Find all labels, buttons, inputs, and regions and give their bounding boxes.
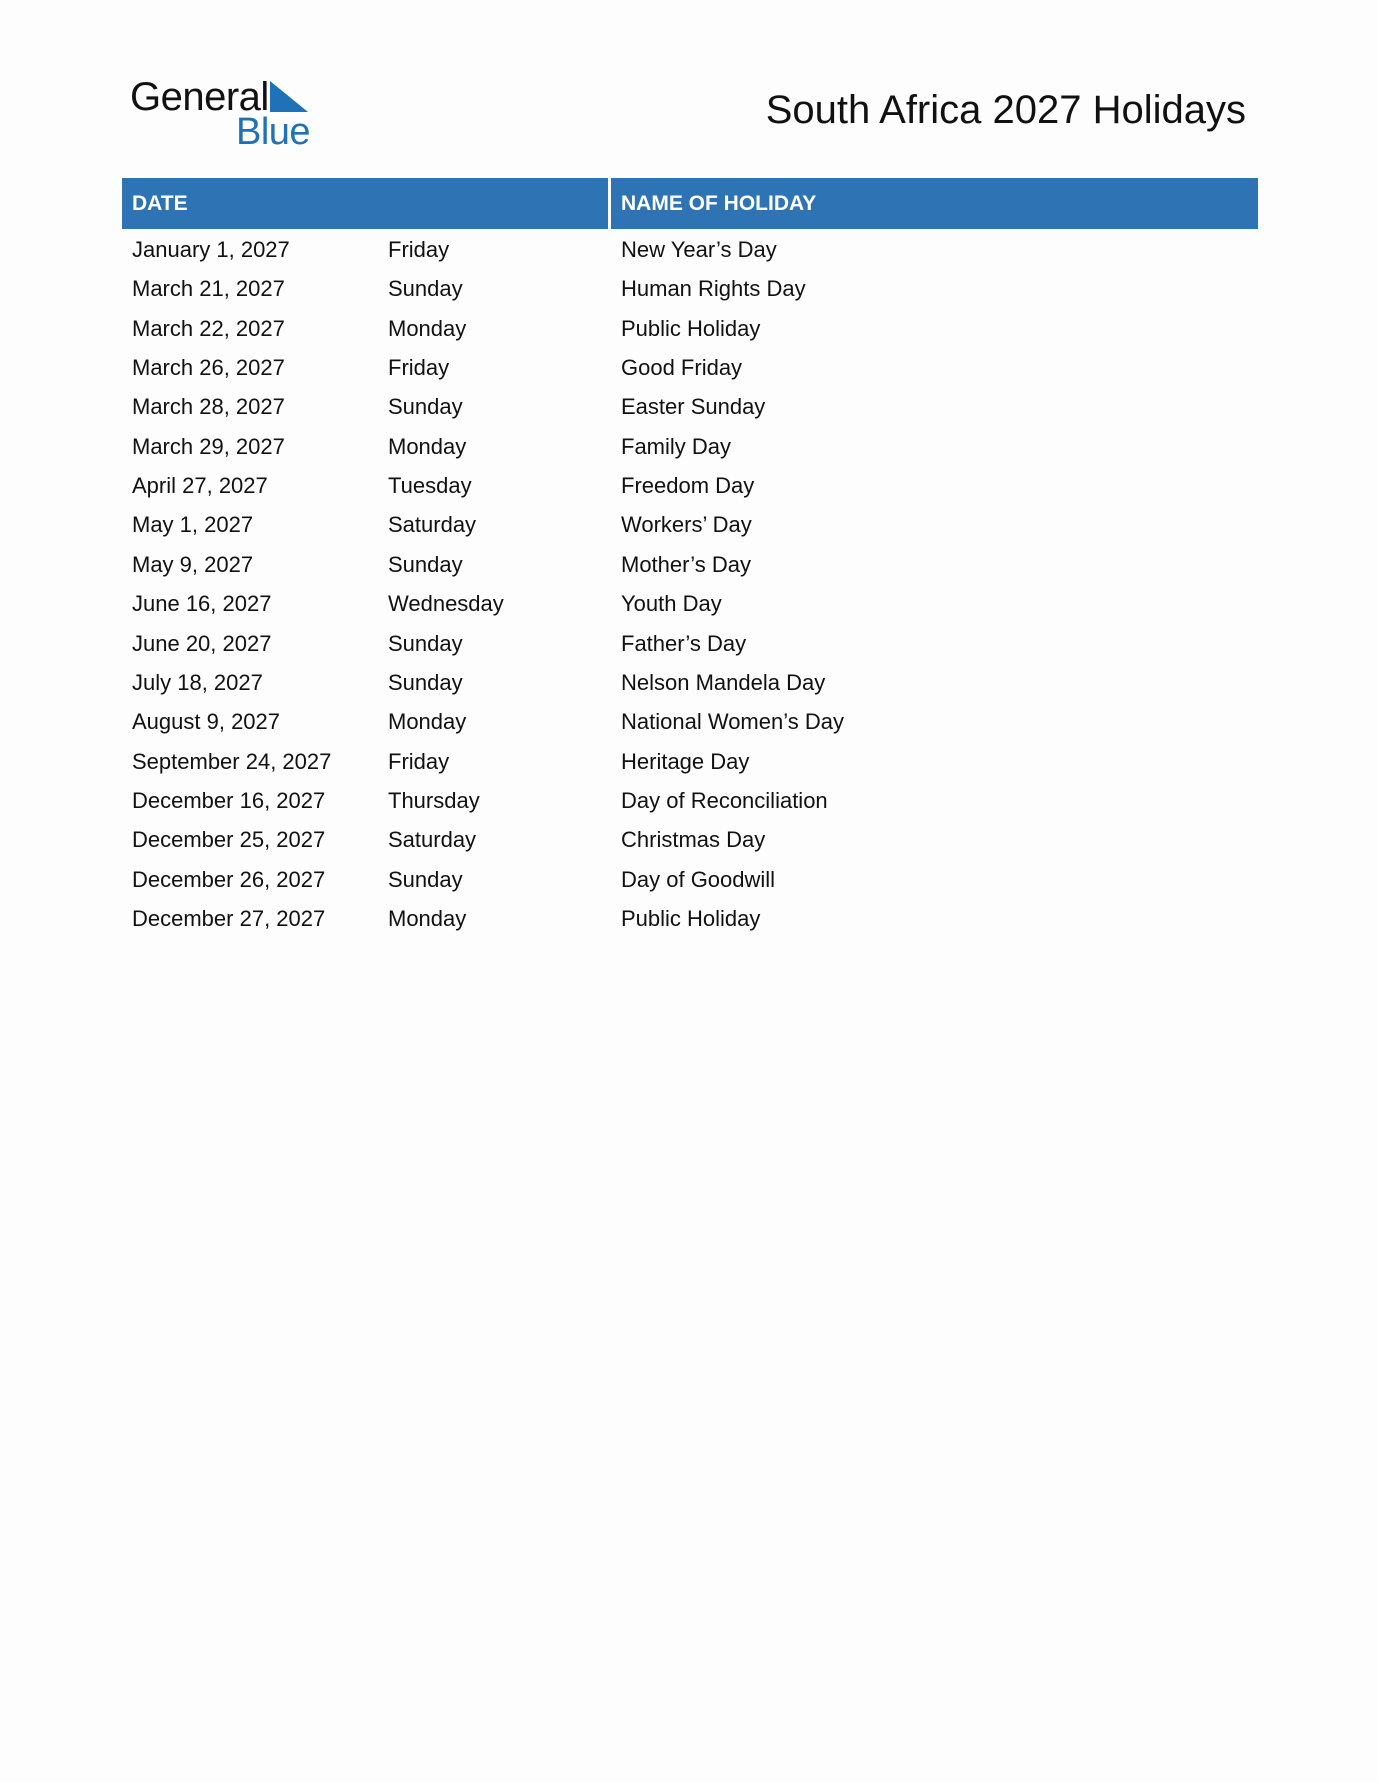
holiday-name: Freedom Day xyxy=(621,473,755,499)
holiday-name: Day of Reconciliation xyxy=(621,787,828,813)
logo-triangle-icon xyxy=(270,81,308,112)
table-row xyxy=(0,309,1377,348)
holiday-weekday: Monday xyxy=(388,315,467,341)
table-row xyxy=(0,387,1377,426)
holiday-name: Easter Sunday xyxy=(621,394,766,420)
table-row xyxy=(0,230,1377,269)
holiday-date: March 28, 2027 xyxy=(132,394,285,420)
table-row xyxy=(0,663,1377,702)
column-header-date: DATE xyxy=(122,178,608,229)
holiday-weekday: Tuesday xyxy=(388,473,472,499)
table-row xyxy=(0,702,1377,741)
holiday-name: New Year’s Day xyxy=(621,237,777,262)
table-row xyxy=(0,269,1377,308)
table-row xyxy=(0,820,1377,859)
holiday-name: Human Rights Day xyxy=(621,276,806,302)
column-header-holiday-name: NAME OF HOLIDAY xyxy=(611,178,1258,229)
holiday-date: March 21, 2027 xyxy=(132,276,285,302)
holiday-weekday: Saturday xyxy=(388,827,477,853)
holiday-date: March 26, 2027 xyxy=(132,355,285,381)
holiday-date: April 27, 2027 xyxy=(132,473,268,499)
holiday-weekday: Thursday xyxy=(388,787,480,813)
holiday-date: June 20, 2027 xyxy=(132,630,272,656)
holiday-name: Nelson Mandela Day xyxy=(621,669,826,695)
table-row xyxy=(0,742,1377,781)
holiday-weekday: Monday xyxy=(388,905,467,931)
holiday-weekday: Wednesday xyxy=(388,591,504,617)
table-row xyxy=(0,584,1377,623)
holiday-weekday: Sunday xyxy=(388,866,463,892)
holiday-weekday: Sunday xyxy=(388,551,463,577)
holiday-weekday: Friday xyxy=(388,355,450,381)
table-row xyxy=(0,505,1377,544)
holiday-date: March 29, 2027 xyxy=(132,433,285,459)
holiday-name: Public Holiday xyxy=(621,905,761,931)
holiday-date: May 9, 2027 xyxy=(132,551,254,577)
holiday-name: Day of Goodwill xyxy=(621,866,776,892)
holiday-date: December 27, 2027 xyxy=(132,905,326,931)
holiday-date: December 26, 2027 xyxy=(132,866,326,892)
holiday-date: July 18, 2027 xyxy=(132,669,263,695)
holiday-date: January 1, 2027 xyxy=(132,237,290,262)
table-row xyxy=(0,860,1377,899)
table-row xyxy=(0,427,1377,466)
holiday-date: December 16, 2027 xyxy=(132,787,326,813)
holiday-weekday: Monday xyxy=(388,709,467,735)
table-row xyxy=(0,545,1377,584)
holiday-weekday: Friday xyxy=(388,748,450,774)
holiday-weekday: Saturday xyxy=(388,512,477,538)
table-row xyxy=(0,624,1377,663)
holiday-weekday: Sunday xyxy=(388,669,463,695)
holiday-name: Workers’ Day xyxy=(621,512,752,538)
holiday-name: Heritage Day xyxy=(621,748,750,774)
table-row xyxy=(0,466,1377,505)
logo-text-general: General xyxy=(130,75,269,119)
holiday-name: Mother’s Day xyxy=(621,551,752,577)
holiday-weekday: Sunday xyxy=(388,276,463,302)
holiday-weekday: Monday xyxy=(388,433,467,459)
holiday-date: September 24, 2027 xyxy=(132,748,332,774)
table-row xyxy=(0,781,1377,820)
holiday-name: Public Holiday xyxy=(621,315,761,341)
holiday-date: May 1, 2027 xyxy=(132,512,254,538)
holiday-date: March 22, 2027 xyxy=(132,315,285,341)
holiday-date: August 9, 2027 xyxy=(132,709,281,735)
holiday-date: December 25, 2027 xyxy=(132,827,326,853)
holiday-name: Father’s Day xyxy=(621,630,747,656)
logo-text-blue: Blue xyxy=(236,111,311,153)
holiday-name: Youth Day xyxy=(621,591,722,617)
table-header xyxy=(122,178,1258,229)
page-title: South Africa 2027 Holidays xyxy=(765,88,1246,132)
holiday-weekday: Friday xyxy=(388,237,450,262)
holiday-name: Good Friday xyxy=(621,355,743,381)
holiday-date: June 16, 2027 xyxy=(132,591,272,617)
holiday-weekday: Sunday xyxy=(388,630,463,656)
holiday-name: Christmas Day xyxy=(621,827,766,853)
generalblue-logo xyxy=(130,74,320,154)
table-row xyxy=(0,899,1377,938)
holiday-name: Family Day xyxy=(621,433,732,459)
holiday-weekday: Sunday xyxy=(388,394,463,420)
holiday-name: National Women’s Day xyxy=(621,709,844,735)
table-row xyxy=(0,348,1377,387)
